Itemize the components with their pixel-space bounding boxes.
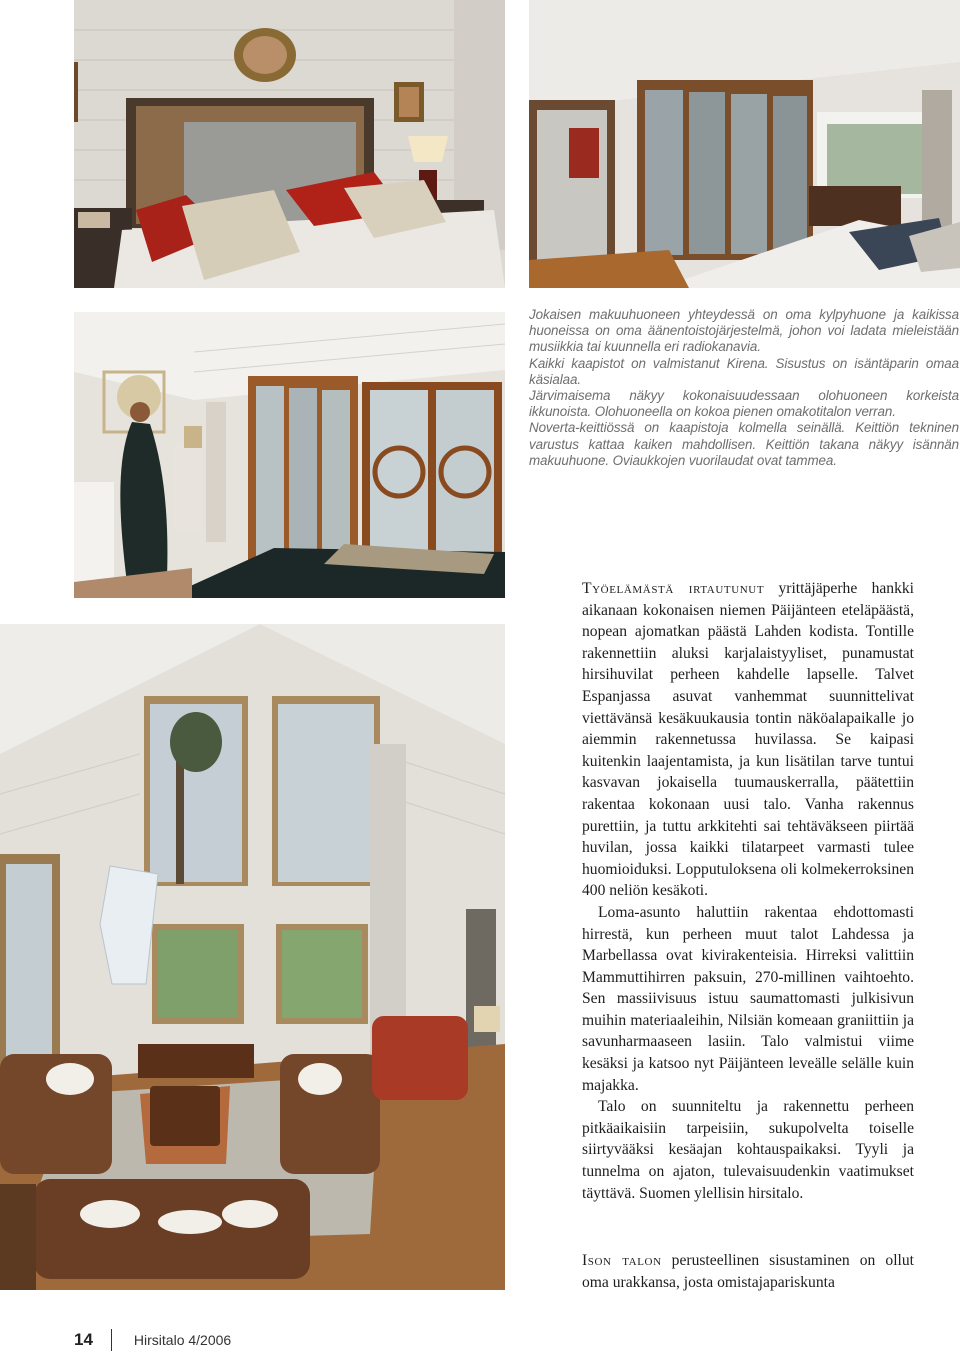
article-paragraph: Ison talon perusteellinen sisustaminen on ollut oma urakkansa, josta omistajapariskunta bbox=[582, 1252, 914, 1291]
article-paragraph: Talo on suunniteltu ja rakennettu perheen pitkäaikaisiin tarpeisiin, sukupolvelta toiselle siirtyvääksi kesäajan kohtauspaikaksi. Tyyli ja tunnelma on ajaton, tulevaisuudenkin vaatimukset täyttävä. Suomen ylellisin hirsitalo. bbox=[582, 1098, 914, 1202]
bedroom-photo bbox=[74, 0, 505, 288]
lead-in: Työelämästä irtautunut bbox=[582, 580, 765, 597]
living-room-photo bbox=[0, 624, 505, 1290]
lead-in: Ison talon bbox=[582, 1252, 662, 1269]
photo-caption bbox=[529, 307, 959, 469]
article-paragraph: Työelämästä irtautunut yrittäjäperhe hankki aikanaan kokonaisen niemen Päijänteen eteläpäästä, nopean ajomatkan päästä Lahden kodista. Tontille rakennettiin aluksi karjalaistyyliset, punamustat hirsihuvilat perheen kahdelle lapselle. Talvet Espanjassa asuvat vanhemmat suunnittelivat viettävänsä kesäkuukausia tontin näköalapaikalle jo aiemmin rakennetussa huvilassa. Se kaipasi kuitenkin laajentamista, ja kun lisätilan tarve tuntui kasvavan jokaisella tuumauskerralla, päätettiin rakentaa kokonaan uusi talo. Vanha rakennus purettiin, ja tuttu arkkitehti sai tehtäväkseen piirtää huvilan, jossa kaikki tilatarpeet varmasti tulee huomioiduksi. Lopputuloksena oli kolmekerroksinen 400 neliön kesäkoti. bbox=[582, 580, 915, 900]
article-paragraph: Loma-asunto haluttiin rakentaa ehdottomasti hirrestä, kun perheen muut talot Lahdessa ja Marbellassa ovat kivirakenteisia. Hirreksi valittiin Mammuttihirren paksuin, 270-millinen vaihtoehto. Sen massiivisuus istuu saumattomasti julkisivun muihin materiaaleihin, Nilsiän komeaan graniittiin ja savunharmaaseen lasiin. Talo valmistui viime kesäksi ja katsoo nyt Päijänteen leveälle selälle kuin majakka. bbox=[582, 903, 914, 1094]
page-number: 14 bbox=[74, 1330, 93, 1349]
magazine-issue: Hirsitalo 4/2006 bbox=[133, 1332, 232, 1348]
page-footer bbox=[74, 1328, 231, 1352]
caption-lake-view: Järvimaisema näkyy kokonaisuudessaan olohuoneen korkeista ikkunoista. Olohuoneella on kokoa pienen omakotitalon verran. bbox=[529, 388, 959, 420]
caption-bathrooms: Jokaisen makuuhuoneen yhteydessä on oma kylpyhuone ja kaikissa huoneissa on oma äänentoistojärjestelmä, johon voi ladata mieleistään musiikkia tai kuunnella eri radiokanavia. bbox=[529, 307, 959, 355]
article-section-ison-talon bbox=[582, 1250, 914, 1293]
caption-kitchen: Noverta-keittiössä on kaapistoja kolmella seinällä. Keittiön tekninen varustus kattaa kaiken mahdollisen. Keittiön takana näkyy isännän makuuhuone. Oviaukkojen vuorilaudat ovat tammea. bbox=[529, 420, 959, 468]
footer-divider bbox=[111, 1329, 112, 1351]
article-body bbox=[582, 578, 914, 1204]
bedroom-wardrobe-photo bbox=[529, 0, 960, 288]
hallway-photo bbox=[74, 312, 505, 598]
caption-cabinets: Kaikki kaapistot on valmistanut Kirena. Sisustus on isäntäparin omaa käsialaa. bbox=[529, 355, 959, 387]
